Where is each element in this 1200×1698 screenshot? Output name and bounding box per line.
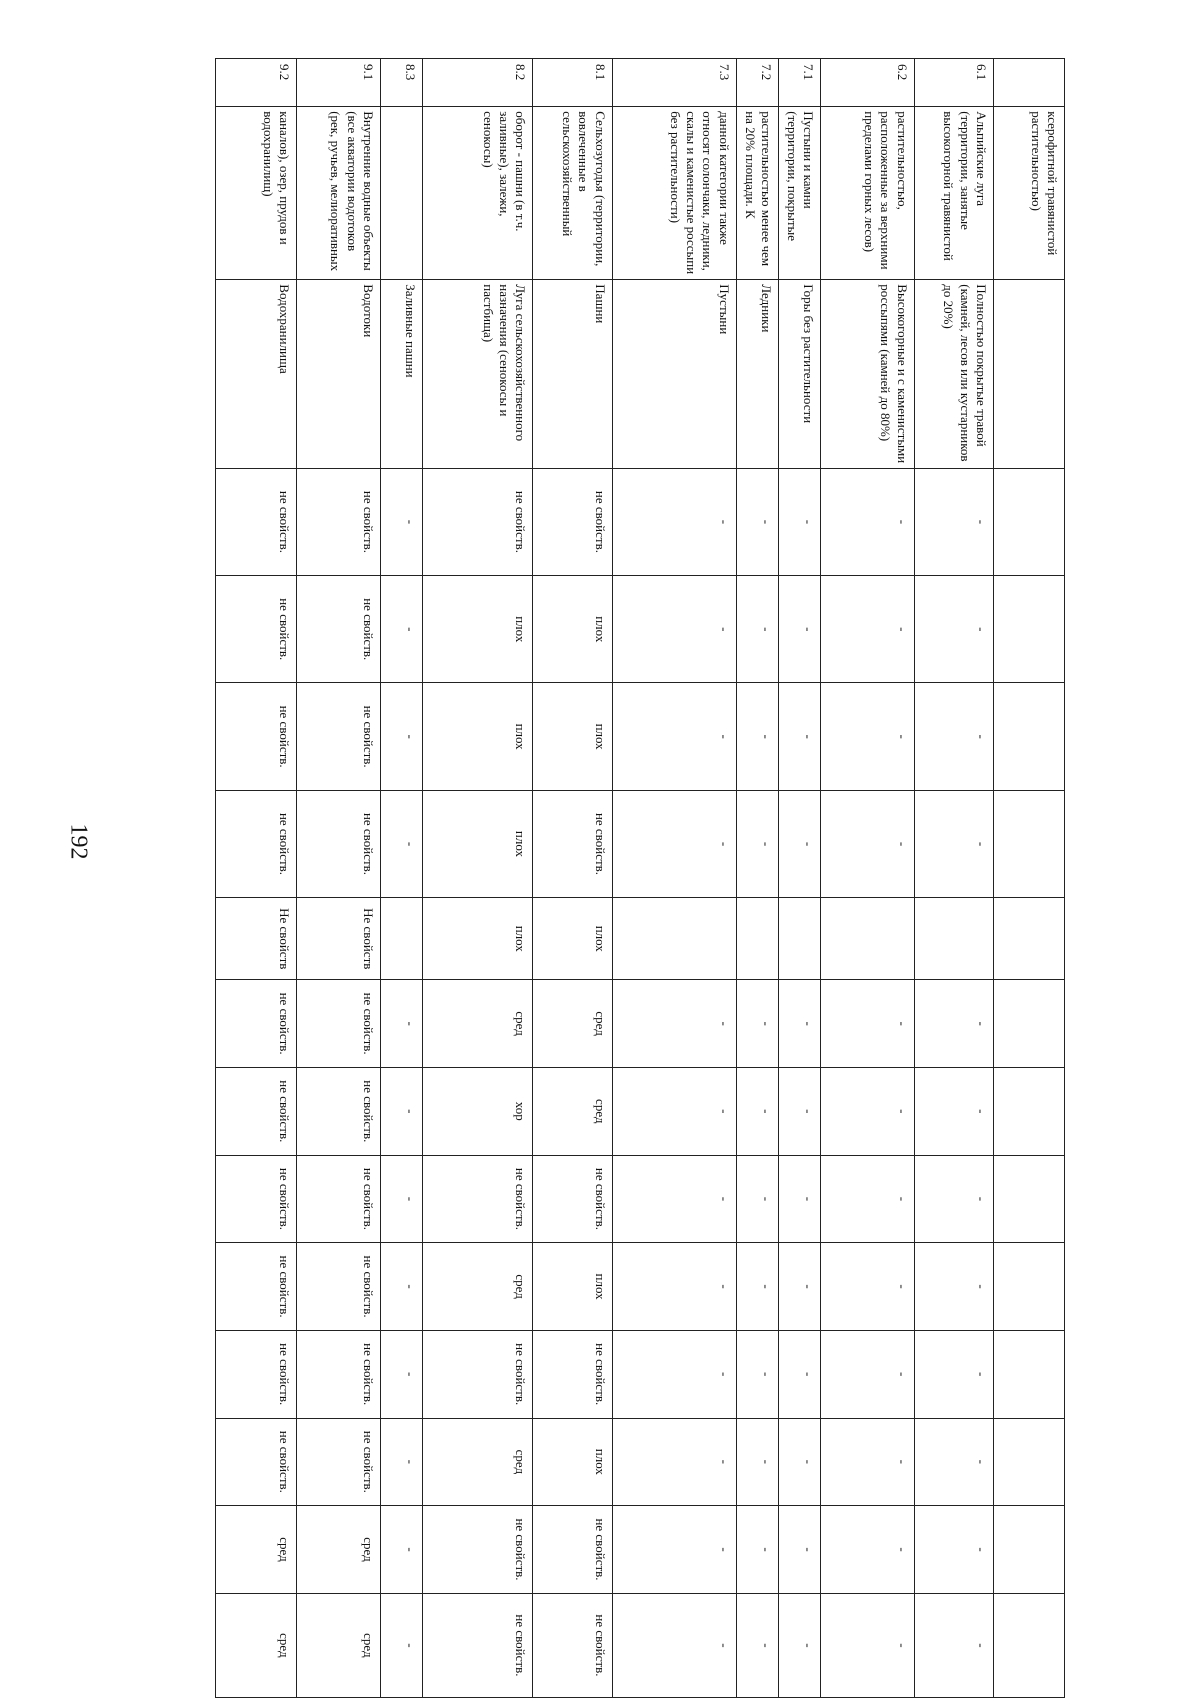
table-row: [216, 59, 297, 1698]
row-number: 9.1: [297, 59, 380, 107]
category-cell: Альпийские луга (территории, занятые высокогорной травянистой: [914, 107, 993, 280]
value-cell: -: [821, 980, 915, 1068]
subtype-cell: Водотоки: [297, 280, 380, 468]
value-cell: [993, 790, 1064, 897]
value-cell: -: [914, 1330, 993, 1418]
subtype-cell: [993, 280, 1064, 468]
value-cell: [612, 898, 736, 980]
value-cell: -: [778, 1155, 820, 1243]
value-cell: -: [380, 468, 423, 575]
category-cell: [380, 107, 423, 280]
value-cell: [993, 468, 1064, 575]
value-cell: сред: [423, 1243, 533, 1331]
value-cell: -: [778, 1243, 820, 1331]
value-cell: -: [612, 1418, 736, 1506]
value-cell: плох: [423, 790, 533, 897]
value-cell: не свойств.: [216, 980, 297, 1068]
table-row: [423, 59, 533, 1698]
value-cell: не свойств.: [216, 1418, 297, 1506]
value-cell: [914, 898, 993, 980]
value-cell: сред: [533, 1067, 612, 1155]
value-cell: -: [914, 1506, 993, 1594]
subtype-cell: Заливные пашни: [380, 280, 423, 468]
value-cell: -: [821, 468, 915, 575]
subtype-cell: Пашни: [533, 280, 612, 468]
value-cell: плох: [533, 683, 612, 790]
value-cell: -: [914, 576, 993, 683]
value-cell: [993, 576, 1064, 683]
value-cell: не свойств.: [533, 790, 612, 897]
value-cell: не свойств.: [423, 1330, 533, 1418]
value-cell: -: [821, 1506, 915, 1594]
subtype-cell: Ледники: [736, 280, 778, 468]
table-row: [612, 59, 736, 1698]
value-cell: -: [612, 1155, 736, 1243]
value-cell: не свойств.: [423, 1506, 533, 1594]
value-cell: не свойств.: [297, 1155, 380, 1243]
table-row: [993, 59, 1064, 1698]
value-cell: не свойств.: [216, 683, 297, 790]
value-cell: -: [380, 1243, 423, 1331]
row-number: 8.3: [380, 59, 423, 107]
value-cell: [993, 1243, 1064, 1331]
landscape-table-wrapper: [215, 58, 1065, 1698]
value-cell: [778, 898, 820, 980]
table-row: [736, 59, 778, 1698]
table-row: [778, 59, 820, 1698]
value-cell: плох: [533, 1418, 612, 1506]
value-cell: -: [736, 1243, 778, 1331]
value-cell: -: [821, 1243, 915, 1331]
value-cell: не свойств.: [533, 1593, 612, 1697]
value-cell: -: [380, 1330, 423, 1418]
value-cell: -: [612, 1067, 736, 1155]
value-cell: не свойств.: [533, 1506, 612, 1594]
value-cell: не свойств.: [216, 1243, 297, 1331]
value-cell: не свойств.: [297, 1418, 380, 1506]
table-row: [380, 59, 423, 1698]
category-cell: растительностью, расположенные за верхними пределами горных лесов): [821, 107, 915, 280]
value-cell: -: [778, 468, 820, 575]
value-cell: не свойств.: [423, 1593, 533, 1697]
category-cell: Сельхозугодья (территории, вовлеченные в сельскохозяйственный: [533, 107, 612, 280]
table-row: [914, 59, 993, 1698]
category-cell: растительностью менее чем на 20% площади. К: [736, 107, 778, 280]
value-cell: Не свойств: [216, 898, 297, 980]
value-cell: -: [736, 790, 778, 897]
value-cell: -: [778, 1330, 820, 1418]
value-cell: -: [778, 980, 820, 1068]
value-cell: -: [612, 1593, 736, 1697]
value-cell: сред: [297, 1506, 380, 1594]
value-cell: -: [821, 1155, 915, 1243]
value-cell: [380, 898, 423, 980]
row-number: 8.1: [533, 59, 612, 107]
value-cell: [736, 898, 778, 980]
value-cell: не свойств.: [297, 1330, 380, 1418]
value-cell: -: [380, 1418, 423, 1506]
value-cell: -: [778, 1418, 820, 1506]
value-cell: [993, 1155, 1064, 1243]
value-cell: -: [380, 790, 423, 897]
subtype-cell: Луга сельскохозяйственного назначения (сенокосы и пастбища): [423, 280, 533, 468]
value-cell: -: [778, 1506, 820, 1594]
value-cell: -: [736, 980, 778, 1068]
value-cell: -: [778, 1593, 820, 1697]
value-cell: не свойств.: [216, 1155, 297, 1243]
value-cell: -: [612, 790, 736, 897]
value-cell: -: [778, 1067, 820, 1155]
value-cell: -: [821, 790, 915, 897]
category-cell: данной категории также относят солончаки, ледники, скалы и каменистые россыпи без растительности): [612, 107, 736, 280]
value-cell: сред: [423, 980, 533, 1068]
value-cell: -: [914, 1067, 993, 1155]
table-row: [297, 59, 380, 1698]
value-cell: -: [736, 1506, 778, 1594]
category-cell: Внутренние водные объекты (все акватории водотоков (рек, ручьев, мелиоративных: [297, 107, 380, 280]
value-cell: -: [736, 1593, 778, 1697]
value-cell: -: [380, 1506, 423, 1594]
value-cell: -: [914, 468, 993, 575]
row-number: 8.2: [423, 59, 533, 107]
value-cell: не свойств.: [533, 1330, 612, 1418]
value-cell: -: [612, 468, 736, 575]
value-cell: -: [736, 1330, 778, 1418]
row-number: 7.2: [736, 59, 778, 107]
value-cell: не свойств.: [423, 1155, 533, 1243]
subtype-cell: Высокогорные и с каменистыми россыпями (камней до 80%): [821, 280, 915, 468]
value-cell: не свойств.: [297, 683, 380, 790]
value-cell: плох: [533, 576, 612, 683]
value-cell: не свойств.: [216, 576, 297, 683]
category-cell: ксерофитной травянистой растительностью): [993, 107, 1064, 280]
row-number: 7.1: [778, 59, 820, 107]
value-cell: -: [612, 1330, 736, 1418]
value-cell: не свойств.: [216, 1067, 297, 1155]
value-cell: -: [821, 1330, 915, 1418]
value-cell: -: [821, 1593, 915, 1697]
value-cell: -: [914, 790, 993, 897]
category-cell: оборот - пашни (в т.ч. заливные), залежи, сенокосы): [423, 107, 533, 280]
table-row: [821, 59, 915, 1698]
category-cell: каналов), озер, прудов и водохранилищ): [216, 107, 297, 280]
value-cell: не свойств.: [216, 468, 297, 575]
value-cell: -: [914, 683, 993, 790]
value-cell: -: [778, 790, 820, 897]
value-cell: сред: [216, 1506, 297, 1594]
row-number: 9.2: [216, 59, 297, 107]
value-cell: не свойств.: [297, 468, 380, 575]
category-cell: Пустыни и камни (территории, покрытые: [778, 107, 820, 280]
subtype-cell: Пустыни: [612, 280, 736, 468]
value-cell: -: [736, 576, 778, 683]
row-number: 7.3: [612, 59, 736, 107]
value-cell: -: [914, 1243, 993, 1331]
value-cell: не свойств.: [297, 576, 380, 683]
value-cell: не свойств.: [216, 790, 297, 897]
value-cell: не свойств.: [216, 1330, 297, 1418]
subtype-cell: Водохранилища: [216, 280, 297, 468]
value-cell: сред: [216, 1593, 297, 1697]
subtype-cell: Горы без растительности: [778, 280, 820, 468]
value-cell: плох: [423, 898, 533, 980]
value-cell: [993, 898, 1064, 980]
value-cell: хор: [423, 1067, 533, 1155]
value-cell: не свойств.: [297, 980, 380, 1068]
value-cell: [993, 1506, 1064, 1594]
value-cell: -: [914, 1155, 993, 1243]
value-cell: [993, 1418, 1064, 1506]
value-cell: -: [380, 683, 423, 790]
value-cell: сред: [533, 980, 612, 1068]
value-cell: -: [736, 1067, 778, 1155]
value-cell: сред: [297, 1593, 380, 1697]
value-cell: [993, 1330, 1064, 1418]
row-number: 6.2: [821, 59, 915, 107]
value-cell: -: [380, 576, 423, 683]
value-cell: Не свойств: [297, 898, 380, 980]
value-cell: не свойств.: [533, 1155, 612, 1243]
value-cell: -: [380, 1155, 423, 1243]
value-cell: -: [821, 1067, 915, 1155]
value-cell: -: [821, 576, 915, 683]
value-cell: -: [380, 1067, 423, 1155]
value-cell: не свойств.: [297, 1243, 380, 1331]
value-cell: [993, 683, 1064, 790]
value-cell: [993, 1593, 1064, 1697]
land-category-table: [215, 58, 1065, 1698]
value-cell: -: [380, 980, 423, 1068]
value-cell: -: [612, 1243, 736, 1331]
value-cell: -: [380, 1593, 423, 1697]
value-cell: не свойств.: [297, 790, 380, 897]
value-cell: [821, 898, 915, 980]
value-cell: -: [612, 980, 736, 1068]
value-cell: -: [612, 576, 736, 683]
value-cell: -: [821, 683, 915, 790]
value-cell: -: [612, 1506, 736, 1594]
value-cell: [993, 980, 1064, 1068]
page-number: 192: [65, 823, 92, 860]
value-cell: -: [612, 683, 736, 790]
row-number: [993, 59, 1064, 107]
row-number: 6.1: [914, 59, 993, 107]
value-cell: -: [736, 1418, 778, 1506]
value-cell: -: [778, 683, 820, 790]
value-cell: -: [736, 468, 778, 575]
value-cell: не свойств.: [533, 468, 612, 575]
value-cell: -: [778, 576, 820, 683]
value-cell: плох: [533, 898, 612, 980]
subtype-cell: Полностью покрытые травой (камней, лесов или кустарников до 20%): [914, 280, 993, 468]
value-cell: плох: [423, 683, 533, 790]
value-cell: не свойств.: [423, 468, 533, 575]
value-cell: не свойств.: [297, 1067, 380, 1155]
value-cell: [993, 1067, 1064, 1155]
value-cell: -: [914, 1418, 993, 1506]
value-cell: плох: [423, 576, 533, 683]
value-cell: -: [914, 1593, 993, 1697]
value-cell: -: [821, 1418, 915, 1506]
value-cell: -: [736, 683, 778, 790]
value-cell: -: [914, 980, 993, 1068]
value-cell: -: [736, 1155, 778, 1243]
value-cell: плох: [533, 1243, 612, 1331]
table-row: [533, 59, 612, 1698]
value-cell: сред: [423, 1418, 533, 1506]
